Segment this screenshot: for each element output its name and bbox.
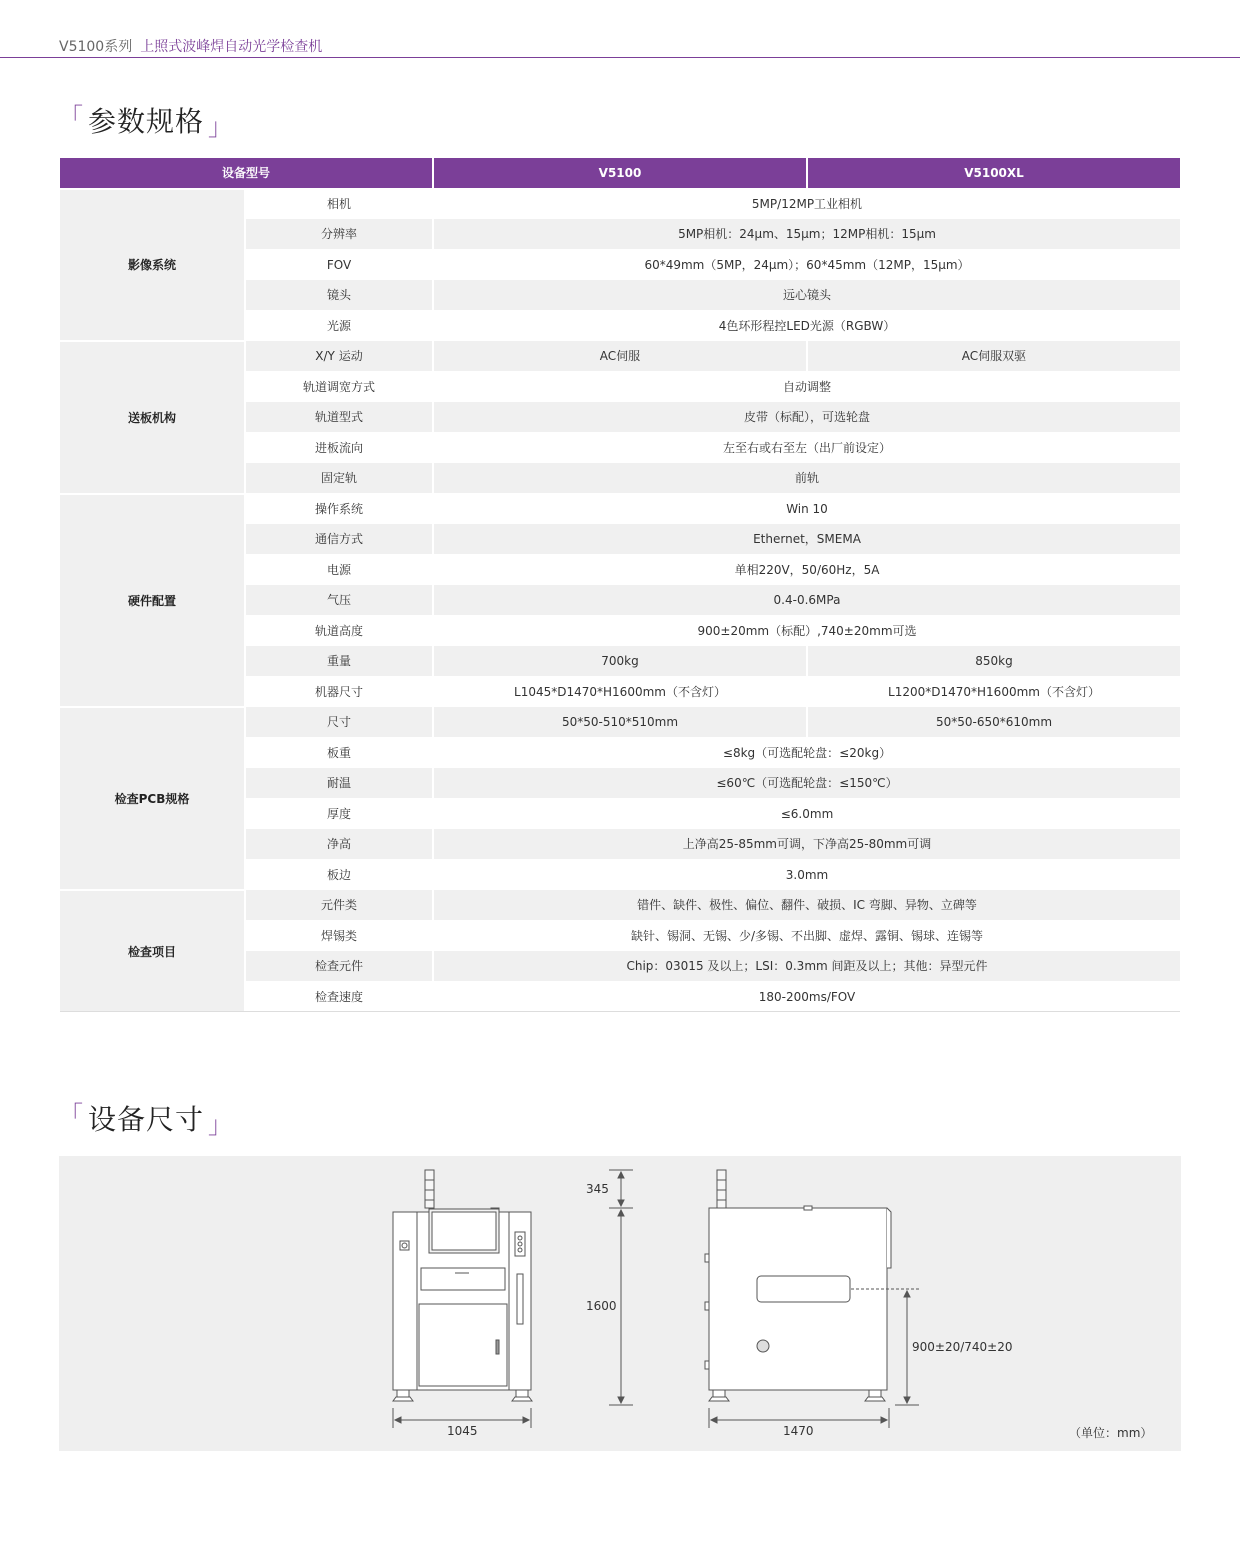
signal-lamp-front	[425, 1170, 434, 1208]
table-row	[60, 890, 1180, 920]
rail-height-label: 900±20/740±20	[912, 1340, 1013, 1354]
param-value: Chip：03015 及以上；LSI：0.3mm 间距及以上；其他：异型元件	[434, 951, 1180, 981]
page-header	[59, 36, 322, 56]
param-value-v5100: 700kg	[434, 646, 806, 676]
side-fan	[757, 1340, 769, 1352]
table-row	[60, 616, 1180, 646]
param-value: 错件、缺件、极性、偏位、翻件、破损、IC 弯脚、异物、立碑等	[434, 890, 1180, 920]
param-value-v5100: AC伺服	[434, 341, 806, 371]
series-name: V5100系列	[59, 39, 133, 55]
bracket-left: 「	[59, 1101, 84, 1129]
param-value: 900±20mm（标配）,740±20mm可选	[434, 616, 1180, 646]
param-name: 分辨率	[246, 219, 432, 249]
param-value-v5100xl: L1200*D1470*H1600mm（不含灯）	[808, 677, 1180, 707]
param-name: 检查元件	[246, 951, 432, 981]
table-row	[60, 372, 1180, 402]
table-row	[60, 189, 1180, 219]
series-subtitle: 上照式波峰焊自动光学检查机	[140, 39, 323, 55]
param-value: 远心镜头	[434, 280, 1180, 310]
param-value-v5100xl: AC伺服双驱	[808, 341, 1180, 371]
param-value: 左至右或右至左（出厂前设定）	[434, 433, 1180, 463]
param-name: 轨道型式	[246, 402, 432, 432]
width-dimension-label: 1045	[447, 1424, 478, 1438]
table-row	[60, 494, 1180, 524]
table-row	[60, 341, 1180, 371]
param-name: 气压	[246, 585, 432, 615]
table-row	[60, 768, 1180, 798]
header-divider	[0, 57, 1240, 58]
table-row	[60, 463, 1180, 493]
param-value-v5100xl: 850kg	[808, 646, 1180, 676]
table-row	[60, 951, 1180, 981]
param-value-v5100: L1045*D1470*H1600mm（不含灯）	[434, 677, 806, 707]
table-bottom-border	[60, 1011, 1180, 1012]
table-row	[60, 311, 1180, 341]
group-label: 送板机构	[60, 342, 244, 493]
dims-title-text: 设备尺寸	[88, 1103, 205, 1136]
table-row	[60, 555, 1180, 585]
table-row	[60, 799, 1180, 829]
param-value: ≤6.0mm	[434, 799, 1180, 829]
header-v5100: V5100	[434, 158, 806, 188]
param-value: 60*49mm（5MP，24μm）；60*45mm（12MP，15μm）	[434, 250, 1180, 280]
param-value: 5MP相机：24μm、15μm；12MP相机：15μm	[434, 219, 1180, 249]
depth-dimension-label: 1470	[783, 1424, 814, 1438]
dims-section-title	[59, 1102, 233, 1148]
table-row	[60, 921, 1180, 951]
signal-lamp-side	[717, 1170, 726, 1208]
param-name: 固定轨	[246, 463, 432, 493]
param-name: 重量	[246, 646, 432, 676]
param-value: 缺针、锡洞、无锡、少/多锡、不出脚、虚焊、露铜、锡球、连锡等	[434, 921, 1180, 951]
param-name: 光源	[246, 311, 432, 341]
param-value: Win 10	[434, 494, 1180, 524]
bracket-right: 」	[208, 1111, 234, 1139]
param-name: X/Y 运动	[246, 341, 432, 371]
param-name: 镜头	[246, 280, 432, 310]
unit-note: （单位：mm）	[1069, 1426, 1153, 1440]
group-label: 影像系统	[60, 190, 244, 341]
header-model: 设备型号	[60, 158, 432, 188]
param-name: 相机	[246, 189, 432, 219]
param-value: 自动调整	[434, 372, 1180, 402]
param-name: 耐温	[246, 768, 432, 798]
param-value: 前轨	[434, 463, 1180, 493]
param-name: 元件类	[246, 890, 432, 920]
param-value: 皮带（标配），可选轮盘	[434, 402, 1180, 432]
param-value: ≤60℃（可选配轮盘：≤150℃）	[434, 768, 1180, 798]
param-name: 板重	[246, 738, 432, 768]
machine-drawing	[59, 1156, 1181, 1451]
table-row	[60, 585, 1180, 615]
group-label: 检查项目	[60, 891, 244, 1011]
table-row	[60, 280, 1180, 310]
side-window	[757, 1276, 850, 1302]
table-row	[60, 433, 1180, 463]
table-row	[60, 402, 1180, 432]
table-row	[60, 646, 1180, 676]
table-row	[60, 250, 1180, 280]
param-name: 厚度	[246, 799, 432, 829]
table-row	[60, 524, 1180, 554]
specs-title-text: 参数规格	[88, 105, 205, 138]
param-name: 机器尺寸	[246, 677, 432, 707]
param-value: 4色环形程控LED光源（RGBW）	[434, 311, 1180, 341]
table-row	[60, 707, 1180, 737]
param-value: 0.4-0.6MPa	[434, 585, 1180, 615]
param-name: 操作系统	[246, 494, 432, 524]
param-name: 净高	[246, 829, 432, 859]
group-label: 硬件配置	[60, 495, 244, 707]
param-name: 轨道高度	[246, 616, 432, 646]
param-value: 180-200ms/FOV	[434, 982, 1180, 1012]
table-row	[60, 982, 1180, 1012]
param-value: 5MP/12MP工业相机	[434, 189, 1180, 219]
param-value: ≤8kg（可选配轮盘：≤20kg）	[434, 738, 1180, 768]
param-name: 电源	[246, 555, 432, 585]
group-label: 检查PCB规格	[60, 708, 244, 889]
param-name: 尺寸	[246, 707, 432, 737]
param-name: FOV	[246, 250, 432, 280]
table-row	[60, 677, 1180, 707]
param-name: 焊锡类	[246, 921, 432, 951]
cabinet-door	[419, 1304, 507, 1386]
table-row	[60, 860, 1180, 890]
dimension-drawing-panel	[59, 1156, 1181, 1451]
param-name: 检查速度	[246, 982, 432, 1012]
param-value: 单相220V，50/60Hz，5A	[434, 555, 1180, 585]
param-value-v5100: 50*50-510*510mm	[434, 707, 806, 737]
specs-section-title	[59, 104, 233, 150]
param-name: 板边	[246, 860, 432, 890]
header-v5100xl: V5100XL	[808, 158, 1180, 188]
param-name: 进板流向	[246, 433, 432, 463]
param-value: 上净高25-85mm可调，下净高25-80mm可调	[434, 829, 1180, 859]
param-name: 通信方式	[246, 524, 432, 554]
param-value-v5100xl: 50*50-650*610mm	[808, 707, 1180, 737]
table-row	[60, 829, 1180, 859]
param-value: 3.0mm	[434, 860, 1180, 890]
bracket-right: 」	[208, 113, 234, 141]
table-row	[60, 738, 1180, 768]
table-header-row	[60, 158, 1180, 188]
bracket-left: 「	[59, 103, 84, 131]
lamp-height-label: 345	[586, 1182, 609, 1196]
drawer-front	[421, 1268, 505, 1290]
param-value: Ethernet，SMEMA	[434, 524, 1180, 554]
body-height-label: 1600	[586, 1299, 617, 1313]
param-name: 轨道调宽方式	[246, 372, 432, 402]
table-row	[60, 219, 1180, 249]
